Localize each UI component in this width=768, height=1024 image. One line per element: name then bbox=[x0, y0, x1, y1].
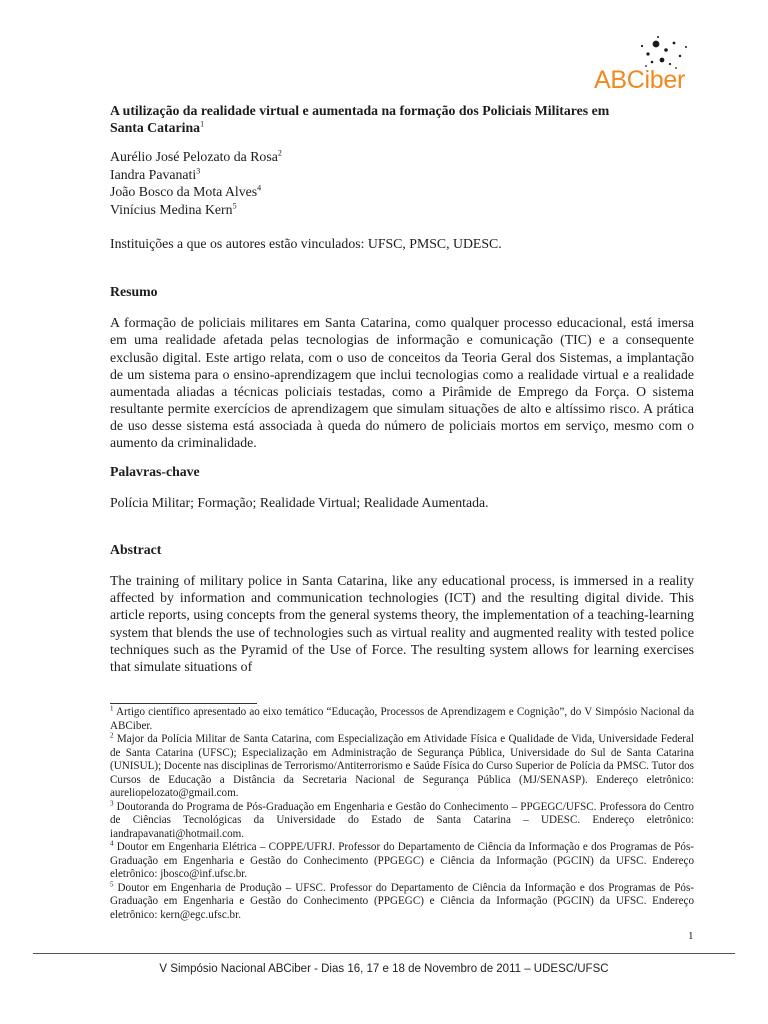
footer-divider bbox=[33, 953, 735, 954]
keywords-text: Polícia Militar; Formação; Realidade Virtual; Realidade Aumentada. bbox=[110, 495, 489, 511]
institutions: Instituições a que os autores estão vinculados: UFSC, PMSC, UDESC. bbox=[110, 236, 502, 252]
author: Aurélio José Pelozato da Rosa$^2$ bbox=[110, 148, 282, 164]
page-number: 1 bbox=[688, 930, 694, 942]
paper-title bbox=[110, 102, 694, 136]
author: João Bosco da Mota Alves$^4$ bbox=[110, 183, 262, 200]
author: Iandra Pavanati$^3$ bbox=[110, 166, 201, 182]
paper-body bbox=[110, 102, 694, 691]
logo-text: ABCiber bbox=[594, 66, 685, 94]
abstract-heading: Abstract bbox=[110, 542, 162, 558]
footnote: $^4$ Doutor em Engenharia Elétrica – COPPE/UFRJ. Professor do Departamento de Ciência da Informação e dos Programas de Pós-Graduação em Engenharia e Gestão do Conhecimento (PPGEGC) e Ciência da Informação (PGCIN) da UFSC. Endereço eletrônico: jbosco@inf.ufsc.br. bbox=[110, 839, 694, 880]
page-footer: V Simpósio Nacional ABCiber - Dias 16, 17 e 18 de Novembro de 2011 – UDESC/UFSC bbox=[159, 963, 609, 975]
title-line-1: A utilização da realidade virtual e aumentada na formação dos Policiais Militares em bbox=[110, 103, 610, 118]
author-list bbox=[110, 148, 694, 218]
keywords-heading: Palavras-chave bbox=[110, 464, 200, 480]
title-line-2: Santa Catarina bbox=[110, 120, 201, 135]
author: Vinícius Medina Kern$^5$ bbox=[110, 201, 237, 217]
resumo-text: A formação de policiais militares em Santa Catarina, como qualquer processo educacional, está imersa em uma realidade afetada pelas tecnologias de informação e comunicação (TIC) e a consequente exclusão digital. Este artigo relata, com o uso de conceitos da Teoria Geral dos Sistemas, a implantação de um sistema para o ensino-aprendizagem que inclui tecnologias como a realidade virtual e a realidade aumentada aliadas a técnicas policiais testadas, como a Pirâmide de Emprego da Força. O sistema resultante permite exercícios de aprendizagem que simulam situações de alto e altíssimo risco. A prática de uso desse sistema está associada à queda do número de policiais mortos em serviço, mesmo com o aumento da criminalidade. bbox=[110, 315, 694, 451]
footnote-divider bbox=[110, 703, 257, 704]
footnote: $^5$ Doutor em Engenharia de Produção – UFSC. Professor do Departamento de Ciência da Informação e dos Programas de Pós-Graduação em Engenharia e Gestão do Conhecimento (PPGEGC) e Ciência da Informação (PGCIN) da UFSC. Endereço eletrônico: kern@egc.ufsc.br. bbox=[110, 879, 694, 921]
resumo-heading: Resumo bbox=[110, 284, 158, 300]
abstract-text: The training of military police in Santa Catarina, like any educational process, is immersed in a reality affected by information and communication technologies (ICT) and the resulting digital divide. This article reports, using concepts from the general systems theory, the implementation of a teaching-learning system that blends the use of technologies such as virtual reality and augmented reality with tested police techniques such as the Pyramid of the Use of Force. The resulting system allows for learning exercises that simulate situations of bbox=[110, 573, 694, 674]
footnote: $^3$ Doutoranda do Programa de Pós-Graduação em Engenharia e Gestão do Conhecimento – PPGEGC/UFSC. Professora do Centro de Ciências Tecnológicas da Universidade do Estado de Santa Catarina – UDESC. Endereço eletrônico: iandrapavanati@hotmail.com. bbox=[110, 798, 694, 840]
footnote: $^1$ Artigo científico apresentado ao eixo temático “Educação, Processos de Aprendizagem e Cognição”, do V Simpósio Nacional da ABCiber. bbox=[110, 704, 694, 732]
footnote: $^2$ Major da Polícia Militar de Santa Catarina, com Especialização em Atividade Física e Qualidade de Vida, Universidade Federal de Santa Catarina (UFSC); Especialização em Administração de Segurança Pública, Universidade do Sul de Santa Catarina (UNISUL); Docente nas disciplinas de Terrorismo/Antiterrorismo e Saúde Física do Curso Superior de Polícia da PMSC. Tutor dos Cursos de Educação a Distância da Secretaria Nacional de Segurança Pública (MJ/SENASP). Endereço eletrônico: aureliopelozato@gmail.com. bbox=[110, 731, 695, 799]
title-footnote-ref: 1 bbox=[200, 119, 205, 129]
footnotes bbox=[110, 706, 694, 922]
abciber-logo bbox=[590, 34, 702, 100]
